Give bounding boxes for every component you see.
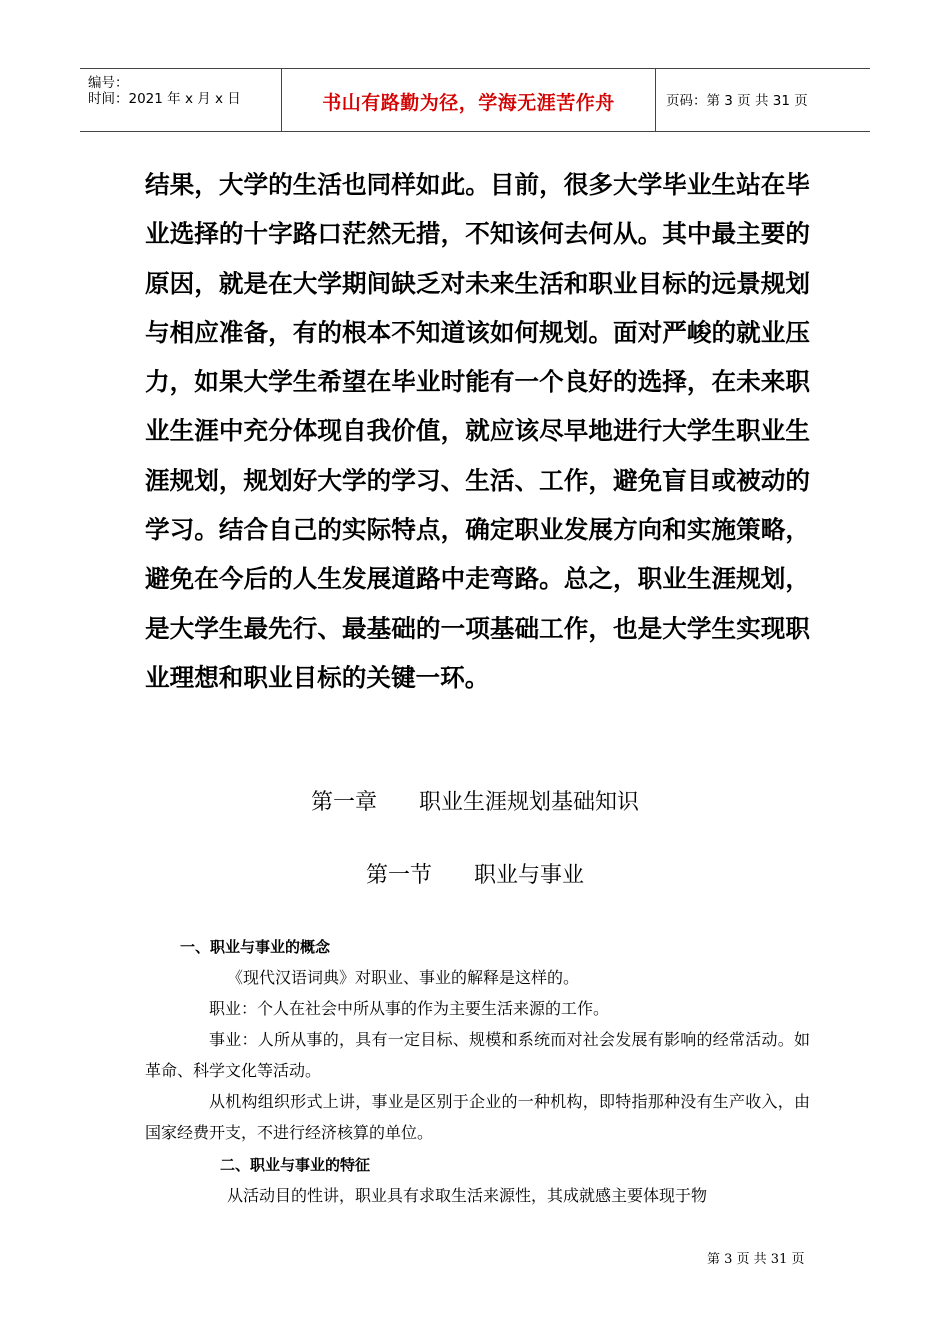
paragraph-dictionary: 《现代汉语词典》对职业、事业的解释是这样的。	[227, 968, 580, 987]
paragraph-organization: 从机构组织形式上讲，事业是区别于企业的一种机构，即特指那种没有生产收入，由国家经费开支，不进行经济核算的单位。	[145, 1092, 810, 1142]
paragraph-cause-definition: 事业：人所从事的，具有一定目标、规模和系统而对社会发展有影响的经常活动。如革命、科学文化等活动。	[145, 1030, 810, 1080]
date-label: 时间：2021 年 x 月 x 日	[88, 91, 241, 107]
subsection-heading-concept: 一、职业与事业的概念	[180, 938, 331, 956]
motto: 书山有路勤为径，学海无涯苦作舟	[322, 92, 615, 114]
header-meta-cell	[80, 69, 282, 131]
section-title: 第一节 职业与事业	[366, 863, 584, 888]
document-header	[80, 68, 870, 132]
subsection-heading-features: 二、职业与事业的特征	[220, 1156, 371, 1174]
header-page-info: 页码：第 3 页 共 31 页	[666, 93, 808, 109]
paragraph-features: 从活动目的性讲，职业具有求取生活来源性，其成就感主要体现于物	[227, 1186, 708, 1205]
page-footer: 第 3 页 共 31 页	[707, 1252, 805, 1267]
chapter-title: 第一章 职业生涯规划基础知识	[311, 790, 639, 815]
number-label: 编号：	[88, 75, 129, 91]
paragraph-career-definition: 职业：个人在社会中所从事的作为主要生活来源的工作。	[209, 999, 610, 1018]
header-motto-cell	[282, 69, 656, 131]
header-page-cell	[656, 69, 870, 131]
intro-paragraph: 结果，大学的生活也同样如此。目前，很多大学毕业生站在毕业选择的十字路口茫然无措，不知该何去何从。其中最主要的原因，就是在大学期间缺乏对未来生活和职业目标的远景规划与相应准备，有的根本不知道该如何规划。面对严峻的就业压力，如果大学生希望在毕业时能有一个良好的选择，在未来职业生涯中充分体现自我价值，就应该尽早地进行大学生职业生涯规划，规划好大学的学习、生活、工作，避免盲目或被动的学习。结合自己的实际特点，确定职业发展方向和实施策略，避免在今后的人生发展道路中走弯路。总之，职业生涯规划，是大学生最先行、最基础的一项基础工作，也是大学生实现职业理想和职业目标的关键一环。	[145, 170, 810, 692]
